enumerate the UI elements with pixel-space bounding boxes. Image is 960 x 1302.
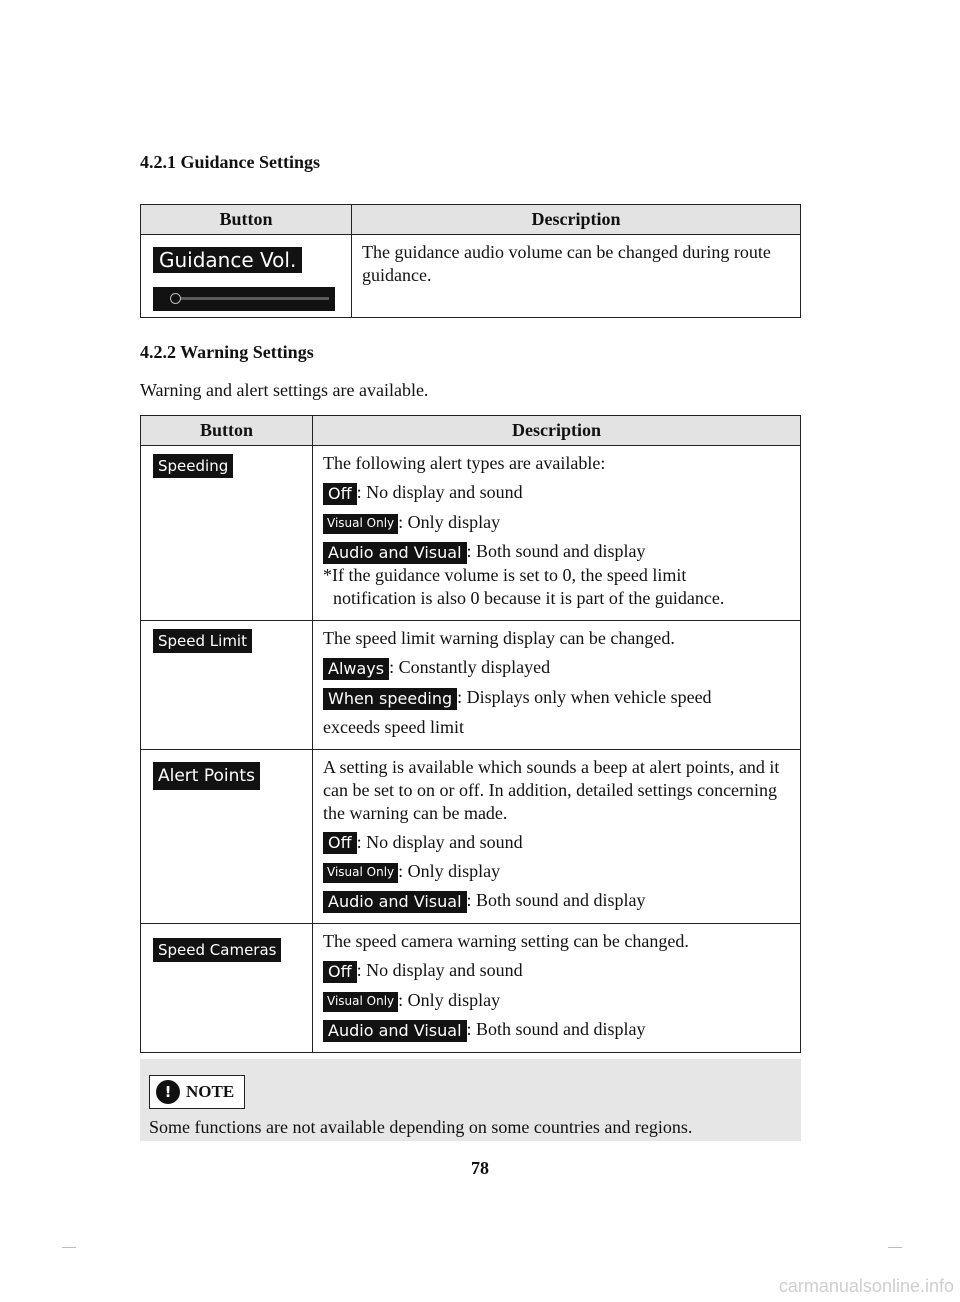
note-tag — [149, 1075, 245, 1109]
option-line — [323, 656, 790, 680]
option-line — [323, 889, 790, 913]
option-text: : Both sound and display — [466, 540, 646, 561]
option-line — [323, 686, 790, 710]
warning-settings-table — [140, 415, 801, 1053]
column-header-button: Button — [141, 205, 352, 235]
slider-track — [177, 297, 329, 300]
option-line — [323, 959, 790, 983]
watermark: carmanualsonline.info — [778, 1276, 954, 1296]
section-heading-warning: 4.2.2 Warning Settings — [140, 342, 314, 362]
page-number: 78 — [471, 1158, 489, 1178]
table-row-speed-limit — [141, 620, 801, 749]
speed-limit-button[interactable]: Speed Limit — [153, 629, 252, 653]
section-heading-guidance: 4.2.1 Guidance Settings — [140, 152, 321, 172]
visual-only-button[interactable]: Visual Only — [323, 992, 398, 1012]
table-row-speed-cameras — [141, 924, 801, 1053]
speed-cameras-button[interactable]: Speed Cameras — [153, 938, 281, 962]
row-lead: The following alert types are available: — [323, 453, 606, 473]
audio-and-visual-button[interactable]: Audio and Visual — [323, 542, 467, 564]
option-text: : Displays only when vehicle speed — [457, 686, 712, 707]
option-line — [323, 511, 790, 534]
option-text: : Only display — [398, 511, 501, 532]
off-button[interactable]: Off — [323, 483, 357, 505]
option-text: : Both sound and display — [466, 890, 646, 911]
off-button[interactable]: Off — [323, 832, 357, 854]
option-text: : Only display — [398, 990, 501, 1011]
visual-only-button[interactable]: Visual Only — [323, 514, 398, 534]
row-lead: The speed limit warning display can be changed. — [323, 627, 675, 648]
note-icon: ! — [156, 1080, 180, 1104]
option-text: : No display and sound — [356, 482, 523, 502]
row-lead: The speed camera warning setting can be changed. — [323, 931, 689, 952]
off-button[interactable]: Off — [323, 961, 357, 983]
audio-and-visual-button[interactable]: Audio and Visual — [323, 1020, 467, 1042]
table-row — [141, 235, 801, 318]
section-intro: Warning and alert settings are available. — [140, 380, 429, 400]
slider-knob[interactable] — [170, 293, 181, 304]
guidance-settings-table — [140, 204, 801, 318]
option-text: : Constantly displayed — [389, 656, 551, 677]
option-text: : No display and sound — [356, 831, 523, 852]
alert-points-button[interactable]: Alert Points — [153, 762, 260, 790]
row-tail: exceeds speed limit — [323, 716, 464, 737]
speeding-button[interactable]: Speeding — [153, 454, 233, 478]
always-button[interactable]: Always — [323, 658, 389, 680]
when-speeding-button[interactable]: When speeding — [323, 688, 457, 710]
footnote-line-2: notification is also 0 because it is part of the guidance. — [333, 587, 725, 608]
option-text: : No display and sound — [356, 960, 523, 981]
option-line — [323, 860, 790, 883]
crop-mark — [62, 1247, 76, 1248]
option-text: : Only display — [398, 861, 501, 882]
crop-mark — [888, 1247, 902, 1248]
column-header-description: Description — [313, 416, 801, 446]
note-text: Some functions are not available depending on some countries and regions. — [149, 1117, 693, 1137]
volume-slider[interactable] — [153, 287, 335, 311]
note-box — [140, 1059, 801, 1141]
column-header-button: Button — [141, 416, 313, 446]
column-header-description: Description — [352, 205, 801, 235]
note-label: NOTE — [186, 1082, 235, 1101]
row-lead: A setting is available which sounds a beep at alert points, and it can be set to on or off. In addition, detailed settings concerning the warning can be made. — [323, 756, 780, 823]
audio-and-visual-button[interactable]: Audio and Visual — [323, 891, 467, 913]
footnote-line-1: *If the guidance volume is set to 0, the speed limit — [323, 564, 687, 585]
option-text: : Both sound and display — [466, 1019, 646, 1040]
table-row-alert-points — [141, 749, 801, 924]
option-line — [323, 831, 790, 855]
guidance-vol-button[interactable]: Guidance Vol. — [153, 247, 302, 273]
visual-only-button[interactable]: Visual Only — [323, 863, 398, 883]
table-row-speeding — [141, 446, 801, 621]
row-description: The guidance audio volume can be changed during route guidance. — [352, 235, 801, 318]
option-line — [323, 989, 790, 1012]
option-line — [323, 1018, 790, 1042]
option-line — [323, 540, 790, 564]
option-line — [323, 481, 790, 505]
